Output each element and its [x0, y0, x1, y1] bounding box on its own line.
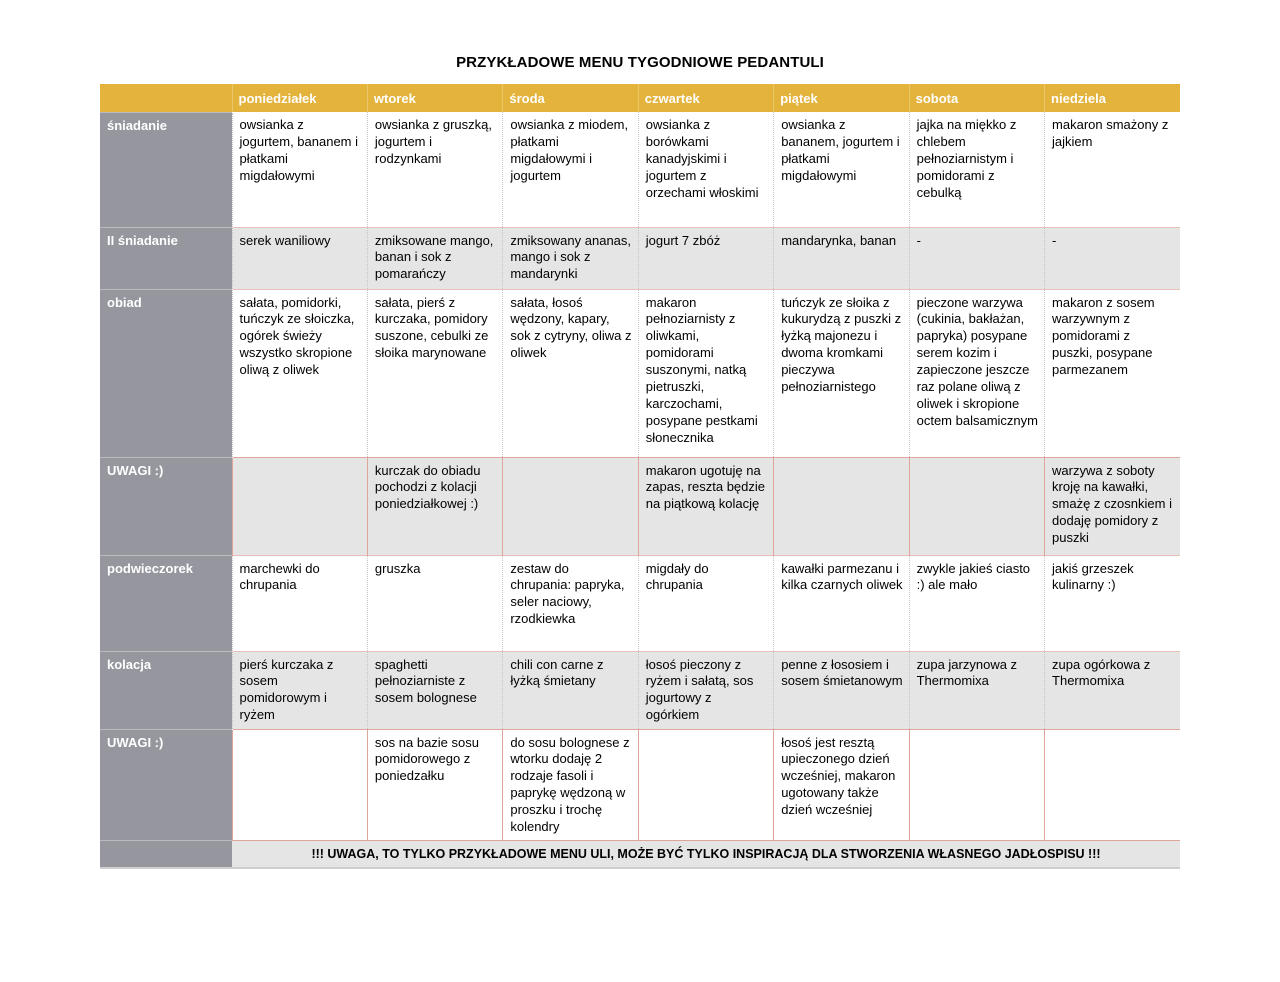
menu-cell: pierś kurczaka z sosem pomidorowym i ryżem	[232, 651, 367, 729]
menu-cell: jakiś grzeszek kulinarny :)	[1045, 555, 1180, 651]
menu-cell: owsianka z miodem, płatkami migdałowymi i jogurtem	[503, 112, 638, 227]
page	[100, 54, 1180, 869]
row-label: podwieczorek	[100, 555, 232, 651]
menu-cell: do sosu bolognese z wtorku dodaję 2 rodzaje fasoli i paprykę wędzoną w proszku i trochę kolendry	[503, 729, 638, 840]
menu-cell: owsianka z borówkami kanadyjskimi i jogurtem z orzechami włoskimi	[638, 112, 773, 227]
menu-cell: sałata, pomidorki, tuńczyk ze słoiczka, ogórek świeży wszystko skropione oliwą z oliwek	[232, 289, 367, 457]
menu-cell: -	[1045, 227, 1180, 289]
day-header: piątek	[774, 84, 909, 112]
page-title: PRZYKŁADOWE MENU TYGODNIOWE PEDANTULI	[456, 54, 824, 71]
row-label: śniadanie	[100, 112, 232, 227]
day-header: czwartek	[638, 84, 773, 112]
menu-cell	[774, 457, 909, 555]
menu-cell: mandarynka, banan	[774, 227, 909, 289]
menu-cell: tuńczyk ze słoika z kukurydzą z puszki z łyżką majonezu i dwoma kromkami pieczywa pełnoziarnistego	[774, 289, 909, 457]
menu-cell: zmiksowane mango, banan i sok z pomarańczy	[367, 227, 502, 289]
menu-cell	[909, 457, 1044, 555]
menu-cell: sos na bazie sosu pomidorowego z poniedzałku	[367, 729, 502, 840]
menu-cell: zupa jarzynowa z Thermomixa	[909, 651, 1044, 729]
menu-cell: -	[909, 227, 1044, 289]
row-label: obiad	[100, 289, 232, 457]
menu-cell: jogurt 7 zbóż	[638, 227, 773, 289]
table-row	[100, 289, 1180, 457]
menu-cell: sałata, pierś z kurczaka, pomidory suszone, cebulki ze słoika marynowane	[367, 289, 502, 457]
table-row	[100, 112, 1180, 227]
day-header: niedziela	[1045, 84, 1180, 112]
menu-cell: zupa ogórkowa z Thermomixa	[1045, 651, 1180, 729]
footer-row	[100, 840, 1180, 868]
header-row	[100, 84, 1180, 112]
menu-cell	[232, 457, 367, 555]
menu-cell: owsianka z jogurtem, bananem i płatkami migdałowymi	[232, 112, 367, 227]
footer-note: !!! UWAGA, TO TYLKO PRZYKŁADOWE MENU ULI, MOŻE BYĆ TYLKO INSPIRACJĄ DLA STWORZENIA WŁASNEGO JADŁOSPISU !!!	[232, 840, 1180, 868]
menu-cell: spaghetti pełnoziarniste z sosem bolognese	[367, 651, 502, 729]
menu-cell: makaron ugotuję na zapas, reszta będzie na piątkową kolację	[638, 457, 773, 555]
row-label: II śniadanie	[100, 227, 232, 289]
table-row	[100, 457, 1180, 555]
table-row	[100, 555, 1180, 651]
table-row	[100, 227, 1180, 289]
menu-cell: chili con carne z łyżką śmietany	[503, 651, 638, 729]
menu-cell: makaron z sosem warzywnym z pomidorami z puszki, posypane parmezanem	[1045, 289, 1180, 457]
day-header: wtorek	[367, 84, 502, 112]
menu-cell: jajka na miękko z chlebem pełnoziarnistym i pomidorami z cebulką	[909, 112, 1044, 227]
menu-cell: sałata, łosoś wędzony, kapary, sok z cytryny, oliwa z oliwek	[503, 289, 638, 457]
menu-cell: pieczone warzywa (cukinia, bakłażan, papryka) posypane serem kozim i zapieczone jeszcze raz polane oliwą z oliwek i skropione octem balsamicznym	[909, 289, 1044, 457]
menu-cell: łosoś jest resztą upieczonego dzień wcześniej, makaron ugotowany także dzień wcześniej	[774, 729, 909, 840]
menu-cell: zestaw do chrupania: papryka, seler naciowy, rzodkiewka	[503, 555, 638, 651]
corner-cell	[100, 84, 232, 112]
menu-cell	[909, 729, 1044, 840]
row-label: UWAGI :)	[100, 729, 232, 840]
menu-cell: gruszka	[367, 555, 502, 651]
menu-cell	[503, 457, 638, 555]
day-header: poniedziałek	[232, 84, 367, 112]
menu-cell: warzywa z soboty kroję na kawałki, smażę z czosnkiem i dodaję pomidory z puszki	[1045, 457, 1180, 555]
menu-cell: zmiksowany ananas, mango i sok z mandarynki	[503, 227, 638, 289]
menu-cell: serek waniliowy	[232, 227, 367, 289]
table-row	[100, 729, 1180, 840]
menu-cell: owsianka z bananem, jogurtem i płatkami migdałowymi	[774, 112, 909, 227]
menu-cell: zwykle jakieś ciasto :) ale mało	[909, 555, 1044, 651]
menu-cell	[1045, 729, 1180, 840]
menu-cell	[232, 729, 367, 840]
menu-cell: łosoś pieczony z ryżem i sałatą, sos jogurtowy z ogórkiem	[638, 651, 773, 729]
table-row	[100, 651, 1180, 729]
menu-cell: kurczak do obiadu pochodzi z kolacji poniedziałkowej :)	[367, 457, 502, 555]
day-header: środa	[503, 84, 638, 112]
row-label: kolacja	[100, 651, 232, 729]
menu-cell: migdały do chrupania	[638, 555, 773, 651]
row-label: UWAGI :)	[100, 457, 232, 555]
menu-cell: penne z łososiem i sosem śmietanowym	[774, 651, 909, 729]
footer-label-cell	[100, 840, 232, 868]
menu-cell: owsianka z gruszką, jogurtem i rodzynkami	[367, 112, 502, 227]
menu-cell: kawałki parmezanu i kilka czarnych oliwek	[774, 555, 909, 651]
menu-cell: makaron pełnoziarnisty z oliwkami, pomidorami suszonymi, natką pietruszki, karczochami, posypane pestkami słonecznika	[638, 289, 773, 457]
menu-cell: makaron smażony z jajkiem	[1045, 112, 1180, 227]
menu-cell: marchewki do chrupania	[232, 555, 367, 651]
day-header: sobota	[909, 84, 1044, 112]
menu-cell	[638, 729, 773, 840]
menu-table	[100, 84, 1180, 869]
